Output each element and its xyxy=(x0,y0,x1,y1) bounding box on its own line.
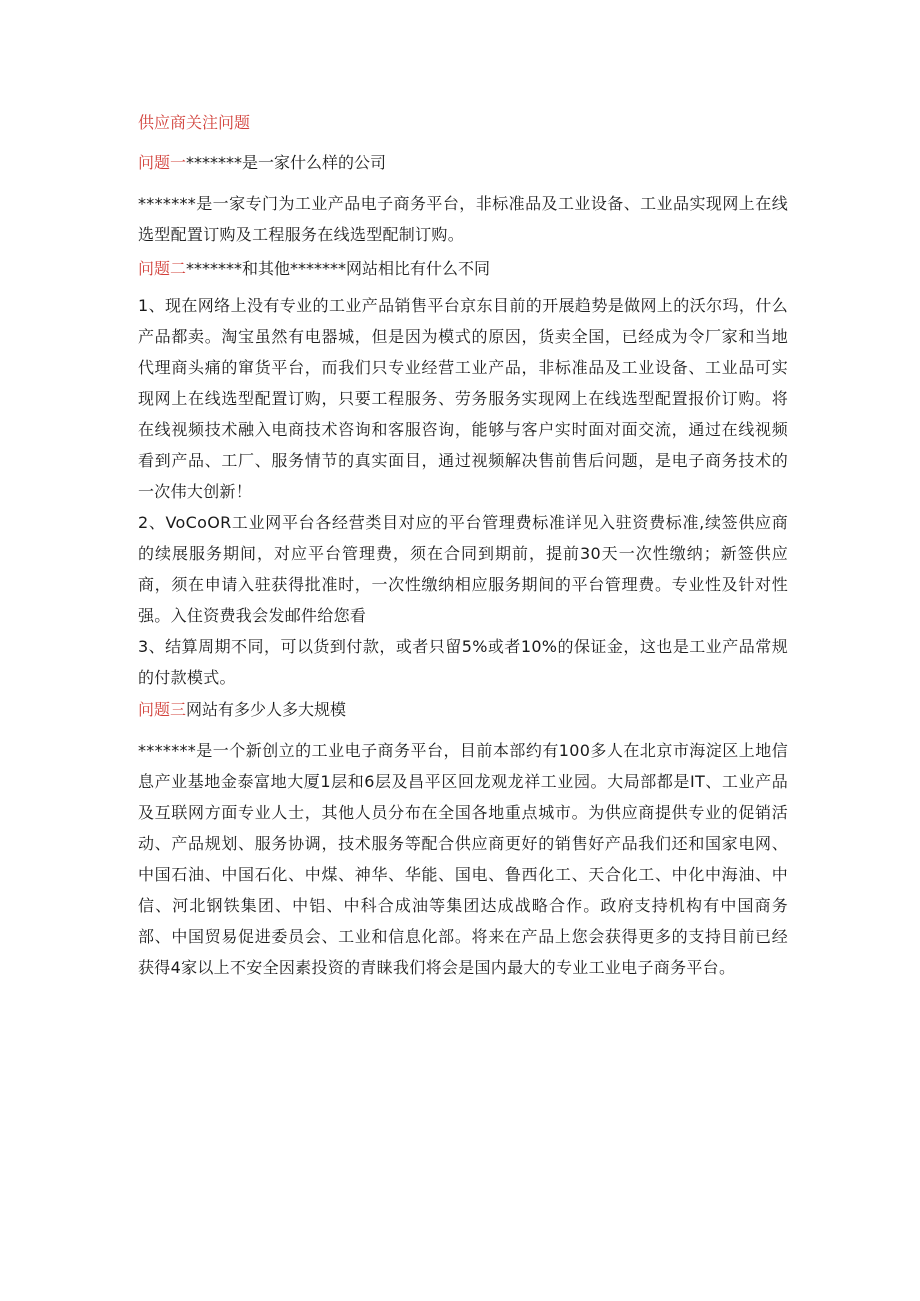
question-2-text: *******和其他*******网站相比有什么不同 xyxy=(186,259,491,278)
answer-2-point-3: 3、结算周期不同，可以货到付款，或者只留5%或者10%的保证金，这也是工业产品常规的付款模式。 xyxy=(138,637,788,687)
answer-2-point-1: 1、现在网络上没有专业的工业产品销售平台京东目前的开展趋势是做网上的沃尔玛，什么产品都卖。淘宝虽然有电器城，但是因为模式的原因，货卖全国，已经成为令厂家和当地代理商头痛的窜货平台，而我们只专业经营工业产品，非标准品及工业设备、工业品可实现网上在线选型配置订购，只要工程服务、劳务服务实现网上在线选型配置报价订购。将在线视频技术融入电商技术咨询和客服咨询，能够与客户实时面对面交流，通过在线视频看到产品、工厂、服务情节的真实面目，通过视频解决售前售后问题，是电子商务技术的一次伟大创新！ xyxy=(138,296,788,501)
question-2-label: 问题二 xyxy=(138,259,187,278)
question-1-label: 问题一 xyxy=(138,153,187,172)
question-1-answer: *******是一家专门为工业产品电子商务平台，非标准品及工业设备、工业品实现网上在线选型配置订购及工程服务在线选型配制订购。 xyxy=(138,194,788,244)
document-body xyxy=(138,112,788,983)
question-1-text: *******是一家什么样的公司 xyxy=(186,153,387,172)
question-3-text: 网站有多少人多大规模 xyxy=(186,700,347,719)
question-2-heading xyxy=(138,258,788,294)
question-1-heading xyxy=(138,152,788,190)
question-3-heading xyxy=(138,699,788,735)
answer-2-point-2: 2、VoCoOR工业网平台各经营类目对应的平台管理费标准详见入驻资费标准,续签供应商的续展服务期间，对应平台管理费，须在合同到期前，提前30天一次性缴纳；新签供应商，须在申请入驻获得批准时，一次性缴纳相应服务期间的平台管理费。专业性及针对性强。入住资费我会发邮件给您看 xyxy=(138,513,788,625)
question-3-label: 问题三 xyxy=(138,700,187,719)
document-title: 供应商关注问题 xyxy=(138,113,251,132)
question-3-answer: *******是一个新创立的工业电子商务平台，目前本部约有100多人在北京市海淀区上地信息产业基地金泰富地大厦1层和6层及昌平区回龙观龙祥工业园。大局部都是IT、工业产品及互联网方面专业人士，其他人员分布在全国各地重点城市。为供应商提供专业的促销活动、产品规划、服务协调，技术服务等配合供应商更好的销售好产品我们还和国家电网、中国石油、中国石化、中煤、神华、华能、国电、鲁西化工、天合化工、中化中海油、中信、河北钢铁集团、中铝、中科合成油等集团达成战略合作。政府支持机构有中国商务部、中国贸易促进委员会、工业和信息化部。将来在产品上您会获得更多的支持目前已经获得4家以上不安全因素投资的青睐我们将会是国内最大的专业工业电子商务平台。 xyxy=(138,741,788,977)
